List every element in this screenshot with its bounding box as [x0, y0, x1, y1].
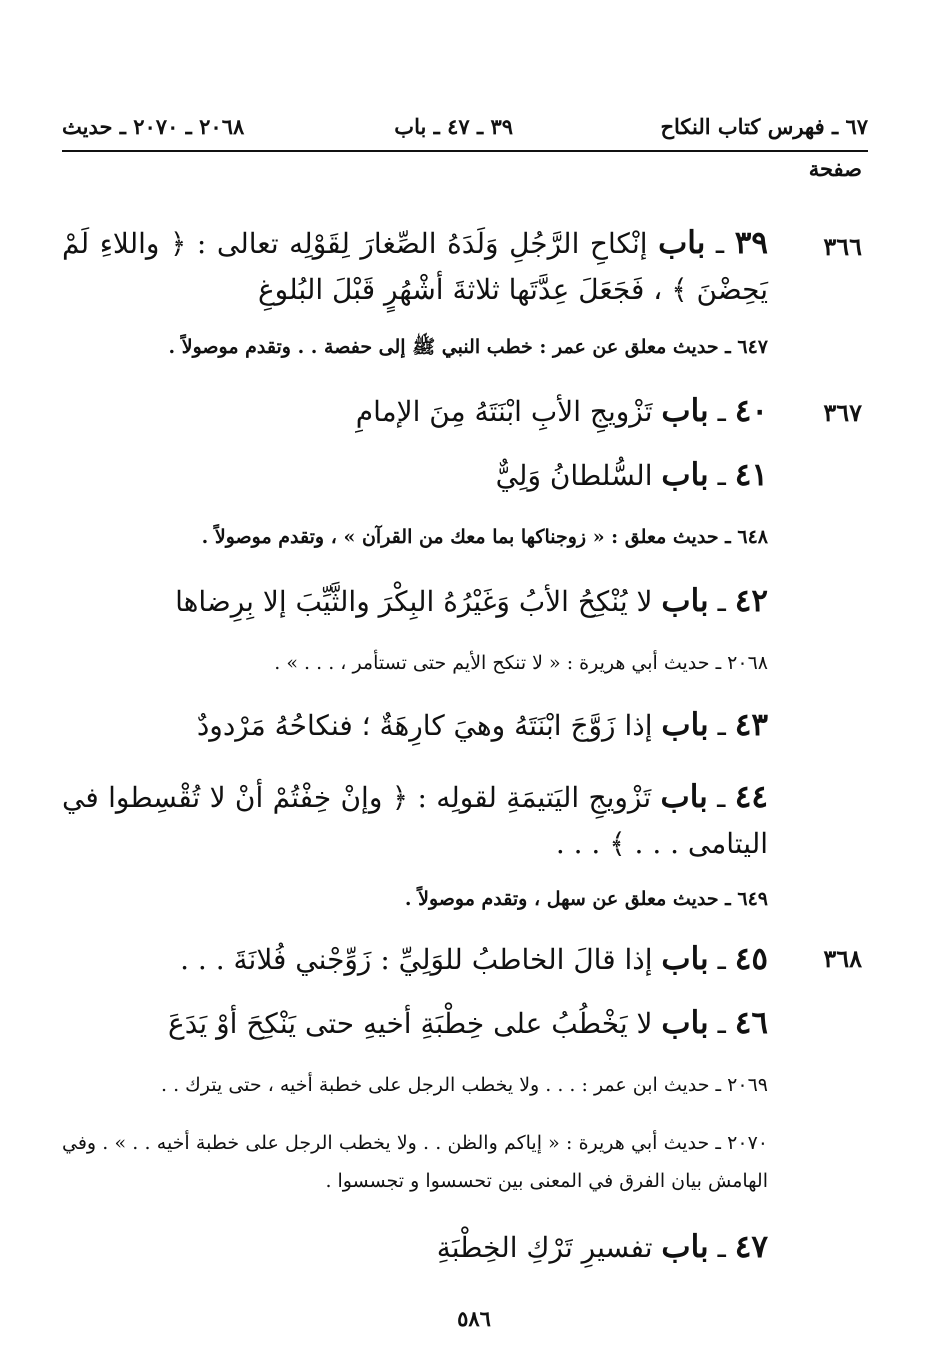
header-chapter-title: ٦٧ ـ فهرس كتاب النكاح [660, 114, 868, 139]
hadith-entry: ٢٠٦٩ ـ حديث ابن عمر : . . . ولا يخطب الرجل على خطبة أخيه ، حتى يترك . . [160, 1074, 768, 1096]
bab-label: باب [661, 457, 709, 493]
bab-title: لا يَخْطُبُ على خِطْبَةِ أخيهِ حتى يَنْكِحَ أوْ يَدَعَ [168, 1007, 653, 1040]
bab-label: باب [658, 225, 706, 261]
hadith-entry: ٦٤٨ ـ حديث معلق : « زوجناكها بما معك من القرآن » ، وتقدم موصولاً . [201, 526, 768, 548]
header-bab-range: ٣٩ ـ ٤٧ ـ باب [394, 114, 513, 139]
header-hadith-range: ٢٠٦٨ ـ ٢٠٧٠ ـ حديث [62, 114, 245, 139]
bab-number: ٣٩ [734, 225, 768, 261]
bab-number: ٤٥ [734, 941, 768, 977]
bab-label: باب [661, 1229, 709, 1265]
page-footer-number: ٥٨٦ [457, 1306, 491, 1331]
bab-label: باب [660, 779, 708, 815]
page-number-ref: ٣٦٧ [823, 398, 862, 427]
bab-entry: ٣٩ ـ باب إنْكاحِ الرَّجُلِ وَلَدَهُ الصِّغارَ لِقَوْلِه تعالى : ﴿ واللاءِ لَمْ يَحِضْنَ ﴾ ، فَجَعَلَ عِدَّتَها ثلاثةَ أشْهُرٍ قَبْلَ البُلوغِ [62, 225, 768, 306]
hadith-entry: ٢٠٧٠ ـ حديث أبي هريرة : « إياكم والظن . . ولا يخطب الرجل على خطبة أخيه . . » . وفي الهامش بيان الفرق في المعنى بين تحسسوا و تجسسوا . [62, 1132, 768, 1192]
bab-title: لا يُنْكِحُ الأبُ وَغَيْرُهُ البِكْرَ والثَّيِّبَ إلا بِرِضاها [175, 585, 653, 618]
bab-number: ٤٦ [734, 1005, 768, 1041]
bab-label: باب [661, 1005, 709, 1041]
bab-entry: ٤٠ ـ باب تَزْويجِ الأبِ ابْنَتَهُ مِنَ الإمامِ [355, 393, 768, 429]
running-header [62, 110, 868, 146]
bab-entry: ٤٦ ـ باب لا يَخْطُبُ على خِطْبَةِ أخيهِ حتى يَنْكِحَ أوْ يَدَعَ [168, 1005, 768, 1041]
bab-number: ٤٧ [734, 1229, 768, 1265]
bab-entry: ٤٤ ـ باب تَزْويجِ اليَتيمَةِ لقولِه : ﴿ وإنْ خِفْتُمْ أنْ لا تُقْسِطوا في اليتامى . . . ﴾ . . . [62, 779, 768, 860]
bab-label: باب [661, 583, 709, 619]
bab-label: باب [661, 393, 709, 429]
bab-label: باب [661, 941, 709, 977]
bab-title: إذا قالَ الخاطبُ للوَلِيِّ : زَوِّجْني فُلانَةَ . . . [180, 943, 653, 976]
bab-title: السُّلطانُ وَلِيٌّ [495, 459, 653, 492]
bab-entry: ٤٥ ـ باب إذا قالَ الخاطبُ للوَلِيِّ : زَوِّجْني فُلانَةَ . . . [180, 941, 768, 977]
bab-title: تَزْويجِ الأبِ ابْنَتَهُ مِنَ الإمامِ [355, 395, 653, 428]
bab-entry: ٤٣ ـ باب إذا زَوَّجَ ابْنَتَهُ وهيَ كارِهَةٌ ؛ فنكاحُهُ مَرْدودٌ [196, 707, 768, 743]
bab-number: ٤١ [734, 457, 768, 493]
bab-title: إنْكاحِ الرَّجُلِ وَلَدَهُ الصِّغارَ لِقَوْلِه تعالى : ﴿ واللاءِ لَمْ يَحِضْنَ ﴾ ، فَجَعَلَ عِدَّتَها ثلاثةَ أشْهُرٍ قَبْلَ البُلوغِ [62, 227, 768, 306]
bab-title: تَزْويجِ اليَتيمَةِ لقولِه : ﴿ وإنْ خِفْتُمْ أنْ لا تُقْسِطوا في اليتامى . . . ﴾ . . . [62, 781, 768, 860]
page-number-ref: ٣٦٦ [823, 232, 862, 261]
hadith-entry: ٢٠٦٨ ـ حديث أبي هريرة : « لا تنكح الأيم حتى تستأمر ، . . . » . [274, 652, 768, 674]
bab-entry: ٤٧ ـ باب تفسيرِ تَرْكِ الخِطْبَةِ [436, 1229, 768, 1265]
bab-number: ٤٠ [734, 393, 768, 429]
bab-title: إذا زَوَّجَ ابْنَتَهُ وهيَ كارِهَةٌ ؛ فنكاحُهُ مَرْدودٌ [196, 709, 653, 742]
bab-label: باب [661, 707, 709, 743]
bab-number: ٤٣ [734, 707, 768, 743]
hadith-entry: ٦٤٧ ـ حديث معلق عن عمر : خطب النبي ﷺ إلى حفصة . . وتقدم موصولاً . [168, 336, 768, 358]
bab-title: تفسيرِ تَرْكِ الخِطْبَةِ [436, 1231, 653, 1264]
page-number-ref: ٣٦٨ [823, 944, 862, 973]
hadith-entry: ٦٤٩ ـ حديث معلق عن سهل ، وتقدم موصولاً . [404, 888, 768, 910]
bab-number: ٤٢ [734, 583, 768, 619]
bab-entry: ٤١ ـ باب السُّلطانُ وَلِيٌّ [495, 457, 768, 493]
bab-number: ٤٤ [734, 779, 768, 815]
header-divider [62, 150, 868, 152]
page-column-label: صفحة [808, 156, 862, 181]
bab-entry: ٤٢ ـ باب لا يُنْكِحُ الأبُ وَغَيْرُهُ البِكْرَ والثَّيِّبَ إلا بِرِضاها [175, 583, 768, 619]
